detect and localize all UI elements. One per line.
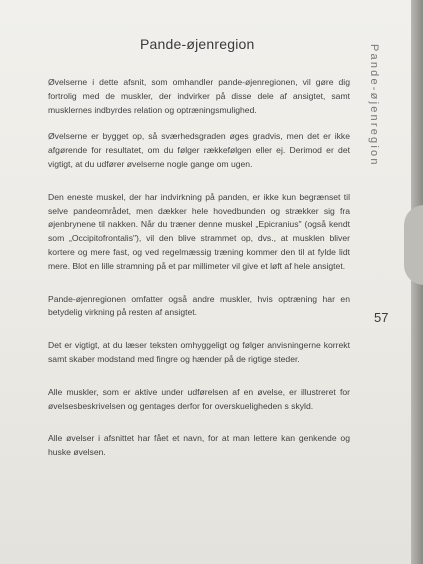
thumb-index-tab (404, 205, 423, 285)
paragraph-structure: Øvelserne er bygget op, så sværhedsgraden øges gradvis, men det er ikke afgørende for resultatet, om du følger rækkefølgen eller ej. Derimod er det vigtigt, at du udfører øvelserne nogle gange om ugen. (48, 131, 350, 169)
page-number: 57 (374, 310, 389, 325)
paragraph-other-muscles: Pande-øjenregionen omfatter også andre muskler, hvis optræning har en betydelig virkning på resten af ansigtet. (48, 293, 350, 318)
body-text (48, 76, 350, 473)
paragraph-epicranius: Den eneste muskel, der har indvirkning på panden, er ikke kun begrænset til selve pandeområdet, men dækker hele hovedbunden og strækker sig fra øjenbrynene til nakken. Når du træner denne muskel „Epicranius" (også kendt som „Occipitofrontalis"), vil den blive strammet op, dvs., at musklen bliver kortere og mere fast, og ved regelmæssig træning kommer den til at fylde lidt mere. Blot en lille stramning på et par millimeter vil give et løft af hele ansigtet. (48, 191, 350, 271)
side-heading: Pande-øjenregion (368, 44, 380, 167)
page-title: Pande-øjenregion (140, 36, 255, 52)
paragraph-intro: Øvelserne i dette afsnit, som omhandler pande-øjenregionen, vil gøre dig fortrolig med de muskler, der indvirker på disse dele af ansigtet, samt musklernes indbyrdes relation og optræningsmulighed. (48, 77, 350, 115)
paragraph-names: Alle øvelser i afsnittet har fået et navn, for at man lettere kan genkende og huske øvelsen. (48, 433, 350, 458)
paragraph-illustrations: Alle muskler, som er aktive under udførelsen af en øvelse, er illustreret for øvelsesbeskrivelsen og gentages derfor for overskueligheden s skyld. (48, 386, 350, 411)
paragraph-instructions: Det er vigtigt, at du læser teksten omhyggeligt og følger anvisningerne korrekt samt skaber modstand med fingre og hænder på de rigtige steder. (48, 340, 350, 364)
